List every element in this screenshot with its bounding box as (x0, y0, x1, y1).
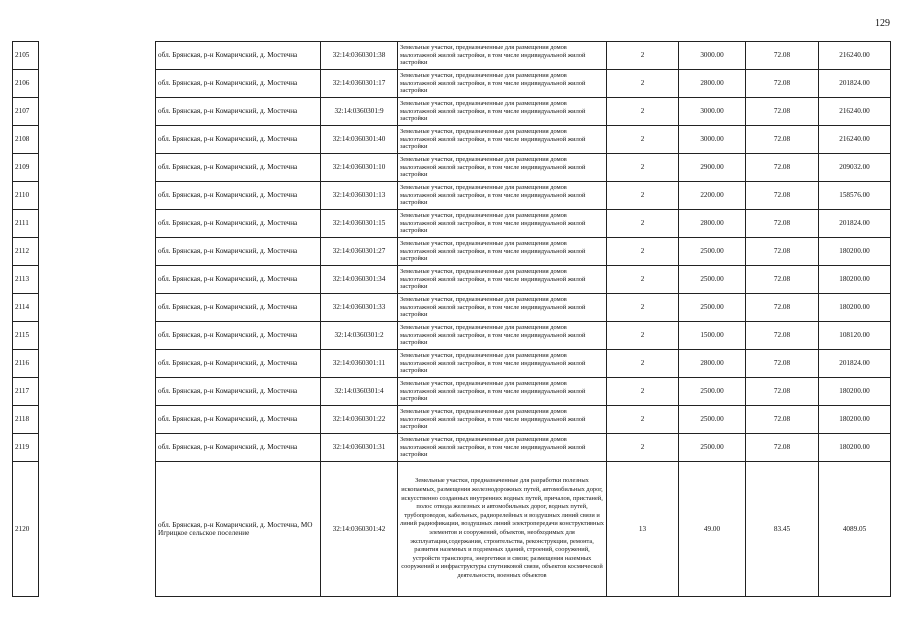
address-cell: обл. Брянская, р-н Комаричский, д. Мостечна (156, 406, 321, 434)
row-number-cell: 2117 (13, 378, 39, 406)
table-row (13, 238, 891, 266)
table-row (13, 266, 891, 294)
land-use-cell: Земельные участки, предназначенные для размещения домов малоэтажной жилой застройки, в том числе индивидуальной жилой застройки (398, 70, 607, 98)
row-number-cell: 2105 (13, 42, 39, 70)
cadastral-number-cell: 32:14:0360301:10 (321, 154, 398, 182)
gap-cell (39, 238, 156, 266)
address-cell: обл. Брянская, р-н Комаричский, д. Мостечна (156, 70, 321, 98)
cadastral-number-cell: 32:14:0360301:13 (321, 182, 398, 210)
rate-cell: 72.08 (746, 238, 819, 266)
area-cell: 2200.00 (679, 182, 746, 210)
gap-cell (39, 182, 156, 210)
gap-cell (39, 378, 156, 406)
cadastral-number-cell: 32:14:0360301:15 (321, 210, 398, 238)
cadastral-number-cell: 32:14:0360301:31 (321, 434, 398, 462)
address-cell: обл. Брянская, р-н Комаричский, д. Мостечна (156, 126, 321, 154)
category-cell: 2 (607, 434, 679, 462)
row-number-cell: 2107 (13, 98, 39, 126)
rate-cell: 72.08 (746, 126, 819, 154)
cadastral-value-cell: 201824.00 (819, 210, 891, 238)
table-row (13, 42, 891, 70)
rate-cell: 72.08 (746, 42, 819, 70)
area-cell: 2500.00 (679, 378, 746, 406)
page-number: 129 (875, 18, 890, 29)
table-row (13, 70, 891, 98)
gap-cell (39, 350, 156, 378)
category-cell: 2 (607, 42, 679, 70)
table-row (13, 154, 891, 182)
area-cell: 2800.00 (679, 70, 746, 98)
category-cell: 13 (607, 462, 679, 597)
gap-cell (39, 98, 156, 126)
rate-cell: 72.08 (746, 98, 819, 126)
address-cell: обл. Брянская, р-н Комаричский, д. Мостечна (156, 378, 321, 406)
address-cell: обл. Брянская, р-н Комаричский, д. Мостечна (156, 154, 321, 182)
address-cell: обл. Брянская, р-н Комаричский, д. Мостечна (156, 322, 321, 350)
table-row (13, 350, 891, 378)
gap-cell (39, 42, 156, 70)
area-cell: 2500.00 (679, 406, 746, 434)
land-use-cell: Земельные участки, предназначенные для размещения домов малоэтажной жилой застройки, в том числе индивидуальной жилой застройки (398, 434, 607, 462)
gap-cell (39, 126, 156, 154)
category-cell: 2 (607, 406, 679, 434)
gap-cell (39, 322, 156, 350)
cadastral-number-cell: 32:14:0360301:38 (321, 42, 398, 70)
table-row (13, 378, 891, 406)
category-cell: 2 (607, 350, 679, 378)
row-number-cell: 2109 (13, 154, 39, 182)
cadastral-number-cell: 32:14:0360301:2 (321, 322, 398, 350)
address-cell: обл. Брянская, р-н Комаричский, д. Мостечна (156, 98, 321, 126)
address-cell: обл. Брянская, р-н Комаричский, д. Мостечна (156, 210, 321, 238)
rate-cell: 72.08 (746, 154, 819, 182)
address-cell: обл. Брянская, р-н Комаричский, д. Мостечна (156, 294, 321, 322)
land-use-cell: Земельные участки, предназначенные для размещения домов малоэтажной жилой застройки, в том числе индивидуальной жилой застройки (398, 98, 607, 126)
gap-cell (39, 406, 156, 434)
cadastral-value-cell: 209032.00 (819, 154, 891, 182)
row-number-cell: 2120 (13, 462, 39, 597)
category-cell: 2 (607, 126, 679, 154)
row-number-cell: 2115 (13, 322, 39, 350)
land-use-cell: Земельные участки, предназначенные для размещения домов малоэтажной жилой застройки, в том числе индивидуальной жилой застройки (398, 182, 607, 210)
land-use-cell: Земельные участки, предназначенные для размещения домов малоэтажной жилой застройки, в том числе индивидуальной жилой застройки (398, 322, 607, 350)
cadastral-value-cell: 180200.00 (819, 378, 891, 406)
table-row (13, 406, 891, 434)
rate-cell: 72.08 (746, 182, 819, 210)
rate-cell: 83.45 (746, 462, 819, 597)
cadastral-number-cell: 32:14:0360301:40 (321, 126, 398, 154)
land-use-cell: Земельные участки, предназначенные для размещения домов малоэтажной жилой застройки, в том числе индивидуальной жилой застройки (398, 210, 607, 238)
cadastral-value-cell: 180200.00 (819, 238, 891, 266)
address-cell: обл. Брянская, р-н Комаричский, д. Мостечна (156, 434, 321, 462)
cadastral-value-cell: 108120.00 (819, 322, 891, 350)
cadastral-value-cell: 201824.00 (819, 350, 891, 378)
land-use-cell: Земельные участки, предназначенные для размещения домов малоэтажной жилой застройки, в том числе индивидуальной жилой застройки (398, 350, 607, 378)
land-use-cell: Земельные участки, предназначенные для размещения домов малоэтажной жилой застройки, в том числе индивидуальной жилой застройки (398, 42, 607, 70)
table-body (13, 42, 891, 597)
area-cell: 49.00 (679, 462, 746, 597)
row-number-cell: 2114 (13, 294, 39, 322)
cadastral-number-cell: 32:14:0360301:42 (321, 462, 398, 597)
category-cell: 2 (607, 182, 679, 210)
table-row (13, 182, 891, 210)
land-use-cell: Земельные участки, предназначенные для размещения домов малоэтажной жилой застройки, в том числе индивидуальной жилой застройки (398, 294, 607, 322)
land-use-cell: Земельные участки, предназначенные для размещения домов малоэтажной жилой застройки, в том числе индивидуальной жилой застройки (398, 238, 607, 266)
cadastral-value-cell: 180200.00 (819, 434, 891, 462)
area-cell: 2500.00 (679, 434, 746, 462)
land-use-cell: Земельные участки, предназначенные для размещения домов малоэтажной жилой застройки, в том числе индивидуальной жилой застройки (398, 126, 607, 154)
row-number-cell: 2110 (13, 182, 39, 210)
table-row (13, 210, 891, 238)
cadastral-value-cell: 201824.00 (819, 70, 891, 98)
address-cell: обл. Брянская, р-н Комаричский, д. Мостечна (156, 182, 321, 210)
gap-cell (39, 210, 156, 238)
category-cell: 2 (607, 294, 679, 322)
cadastral-value-cell: 216240.00 (819, 98, 891, 126)
cadastral-value-cell: 180200.00 (819, 406, 891, 434)
area-cell: 2500.00 (679, 266, 746, 294)
gap-cell (39, 70, 156, 98)
table-row (13, 126, 891, 154)
rate-cell: 72.08 (746, 210, 819, 238)
address-cell: обл. Брянская, р-н Комаричский, д. Мостечна (156, 266, 321, 294)
address-cell: обл. Брянская, р-н Комаричский, д. Мостечна, МО Игрицкое сельское поселение (156, 462, 321, 597)
area-cell: 3000.00 (679, 42, 746, 70)
category-cell: 2 (607, 238, 679, 266)
table-row (13, 462, 891, 597)
rate-cell: 72.08 (746, 322, 819, 350)
cadastral-number-cell: 32:14:0360301:11 (321, 350, 398, 378)
rate-cell: 72.08 (746, 434, 819, 462)
address-cell: обл. Брянская, р-н Комаричский, д. Мостечна (156, 42, 321, 70)
area-cell: 1500.00 (679, 322, 746, 350)
row-number-cell: 2119 (13, 434, 39, 462)
cadastral-number-cell: 32:14:0360301:17 (321, 70, 398, 98)
cadastral-number-cell: 32:14:0360301:4 (321, 378, 398, 406)
category-cell: 2 (607, 70, 679, 98)
gap-cell (39, 154, 156, 182)
cadastral-value-cell: 216240.00 (819, 126, 891, 154)
area-cell: 3000.00 (679, 98, 746, 126)
land-use-cell: Земельные участки, предназначенные для размещения домов малоэтажной жилой застройки, в том числе индивидуальной жилой застройки (398, 266, 607, 294)
cadastral-number-cell: 32:14:0360301:27 (321, 238, 398, 266)
row-number-cell: 2118 (13, 406, 39, 434)
table-row (13, 322, 891, 350)
cadastral-value-cell: 158576.00 (819, 182, 891, 210)
area-cell: 2800.00 (679, 350, 746, 378)
rate-cell: 72.08 (746, 294, 819, 322)
cadastral-value-cell: 180200.00 (819, 294, 891, 322)
row-number-cell: 2108 (13, 126, 39, 154)
rate-cell: 72.08 (746, 266, 819, 294)
category-cell: 2 (607, 210, 679, 238)
category-cell: 2 (607, 154, 679, 182)
cadastral-number-cell: 32:14:0360301:33 (321, 294, 398, 322)
area-cell: 2500.00 (679, 238, 746, 266)
area-cell: 2900.00 (679, 154, 746, 182)
land-use-cell: Земельные участки, предназначенные для размещения домов малоэтажной жилой застройки, в том числе индивидуальной жилой застройки (398, 406, 607, 434)
gap-cell (39, 266, 156, 294)
cadastral-value-cell: 180200.00 (819, 266, 891, 294)
table-row (13, 294, 891, 322)
gap-cell (39, 294, 156, 322)
cadastral-number-cell: 32:14:0360301:34 (321, 266, 398, 294)
rate-cell: 72.08 (746, 350, 819, 378)
category-cell: 2 (607, 98, 679, 126)
area-cell: 2500.00 (679, 294, 746, 322)
table-row (13, 98, 891, 126)
address-cell: обл. Брянская, р-н Комаричский, д. Мостечна (156, 238, 321, 266)
cadastral-value-cell: 4089.05 (819, 462, 891, 597)
address-cell: обл. Брянская, р-н Комаричский, д. Мостечна (156, 350, 321, 378)
land-use-cell: Земельные участки, предназначенные для размещения домов малоэтажной жилой застройки, в том числе индивидуальной жилой застройки (398, 154, 607, 182)
category-cell: 2 (607, 322, 679, 350)
row-number-cell: 2111 (13, 210, 39, 238)
row-number-cell: 2116 (13, 350, 39, 378)
row-number-cell: 2112 (13, 238, 39, 266)
land-registry-table (12, 41, 891, 597)
land-use-cell: Земельные участки, предназначенные для разработки полезных ископаемых, размещения железнодорожных путей, автомобильных дорог, искусственно созданных внутренних водных путей, причалов, пристаней, полос отвода железных и автомобильных дорог, водных путей, трубопроводов, кабельных, радиорелейных и воздушных линий связи и линий радиофикации, воздушных линий электропередачи конструктивных элементов и сооружений, объектов, необходимых для эксплуатации,содержания, строительства, реконструкции, ремонта, развития наземных и подземных зданий, строений, сооружений, устройств транспорта, энергетики и связи; размещения наземных сооружений и инфраструктуры спутниковой связи, объектов космической деятельности, военных объектов (398, 462, 607, 597)
table-row (13, 434, 891, 462)
cadastral-number-cell: 32:14:0360301:22 (321, 406, 398, 434)
category-cell: 2 (607, 378, 679, 406)
row-number-cell: 2113 (13, 266, 39, 294)
rate-cell: 72.08 (746, 406, 819, 434)
row-number-cell: 2106 (13, 70, 39, 98)
area-cell: 3000.00 (679, 126, 746, 154)
rate-cell: 72.08 (746, 378, 819, 406)
land-use-cell: Земельные участки, предназначенные для размещения домов малоэтажной жилой застройки, в том числе индивидуальной жилой застройки (398, 378, 607, 406)
rate-cell: 72.08 (746, 70, 819, 98)
gap-cell (39, 434, 156, 462)
area-cell: 2800.00 (679, 210, 746, 238)
category-cell: 2 (607, 266, 679, 294)
cadastral-number-cell: 32:14:0360301:9 (321, 98, 398, 126)
cadastral-value-cell: 216240.00 (819, 42, 891, 70)
gap-cell (39, 462, 156, 597)
